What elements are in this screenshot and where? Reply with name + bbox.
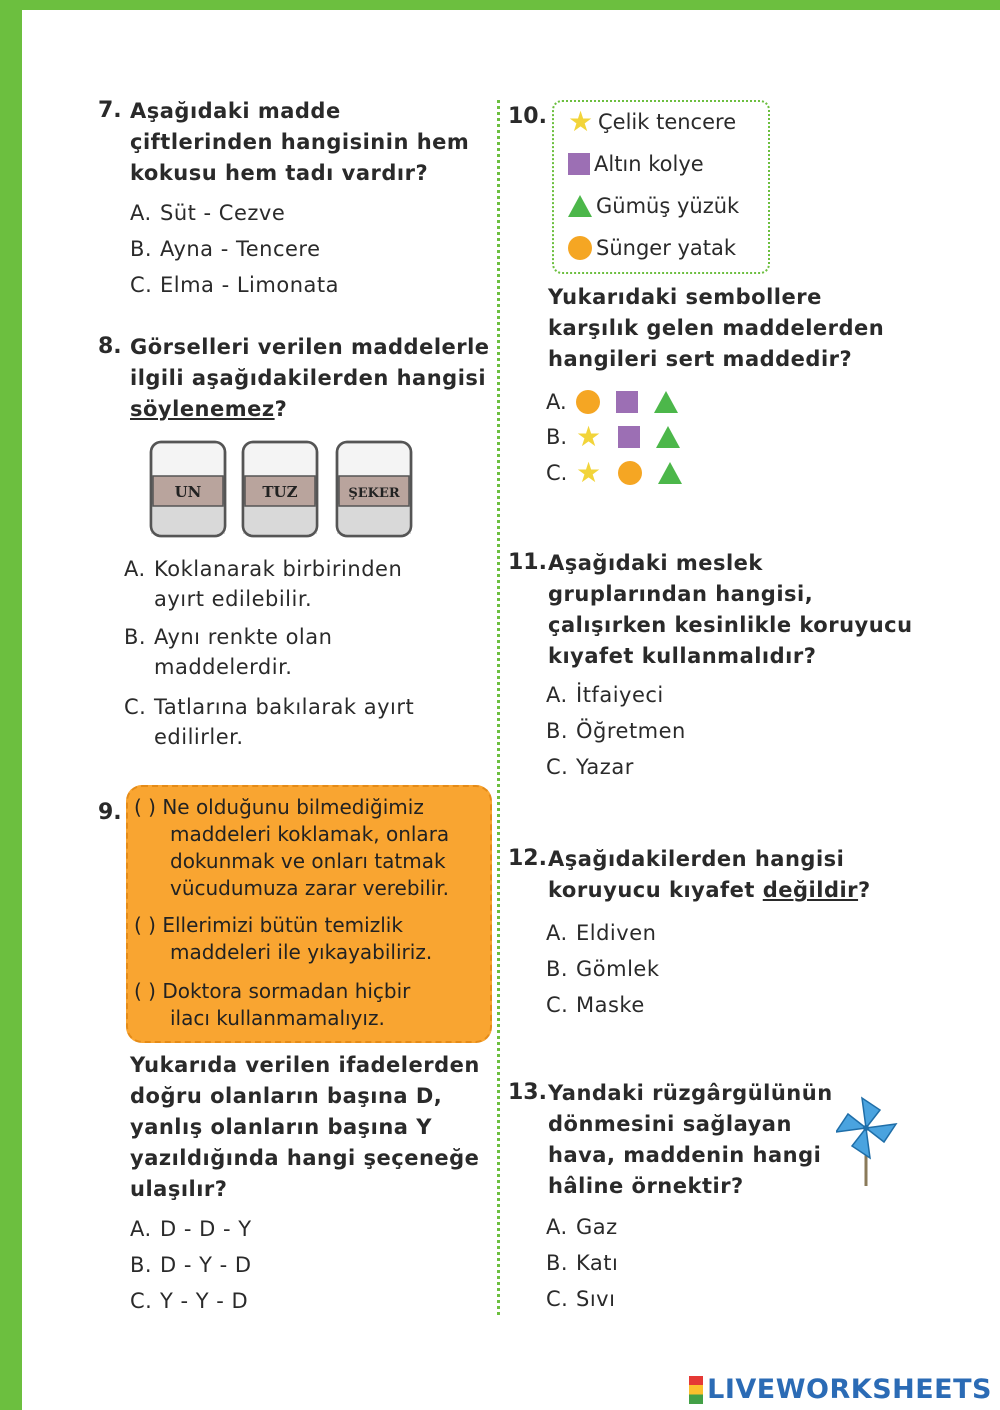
question-line: söylenemez?: [130, 397, 288, 421]
star-icon: ★: [568, 105, 594, 138]
option-c[interactable]: C. Tatlarına bakılarak ayırt edilirler.: [124, 695, 415, 749]
question-line: ilgili aşağıdakilerden hangisi: [130, 366, 487, 390]
question-line: Görselleri verilen maddelerle: [130, 335, 490, 359]
left-green-border: [0, 0, 22, 1410]
question-number: 12.: [508, 846, 547, 871]
square-icon: [568, 153, 590, 175]
option-c[interactable]: C. Elma - Limonata: [130, 273, 339, 297]
jar-label: ŞEKER: [348, 486, 400, 501]
question-text: Yandaki rüzgârgülünün dönmesini sağlayan hava, maddenin hangi hâline örnektir?: [548, 1081, 833, 1198]
question-text: Yukarıda verilen ifadelerden doğru olanların başına D, yanlış olanların başına Y yazıldığında hangi şeçeneğe ulaşılır?: [130, 1053, 480, 1201]
option-c[interactable]: C. Y - Y - D: [130, 1289, 249, 1313]
circle-icon: [576, 390, 600, 414]
triangle-icon: [654, 391, 678, 413]
square-icon: [616, 391, 638, 413]
question-text: Yukarıdaki sembollere karşılık gelen maddelerden hangileri sert maddedir?: [548, 285, 885, 371]
option-a[interactable]: A.: [546, 390, 682, 414]
liveworksheets-logo[interactable]: LIVEWORKSHEETS: [689, 1374, 992, 1405]
jar-label: TUZ: [262, 483, 298, 501]
question-line: kokusu hem tadı vardır?: [130, 161, 429, 185]
option-b[interactable]: B. Katı: [546, 1251, 619, 1275]
option-c[interactable]: C. Sıvı: [546, 1287, 616, 1311]
legend-row: Sünger yatak: [568, 236, 736, 260]
jar-label: UN: [174, 483, 202, 501]
question-number: 10.: [508, 104, 547, 129]
circle-icon: [618, 461, 642, 485]
option-a[interactable]: A. D - D - Y: [130, 1217, 252, 1241]
question-number: 9.: [98, 800, 122, 825]
question-text: Aşağıdakilerden hangisi koruyucu kıyafet değildir?: [548, 847, 871, 902]
jar-tuz: [240, 440, 320, 538]
option-b[interactable]: B. Ayna - Tencere: [130, 237, 321, 261]
option-b[interactable]: B. D - Y - D: [130, 1253, 252, 1277]
option-a[interactable]: A. Koklanarak birbirinden ayırt edilebilir.: [124, 557, 403, 611]
column-divider: [497, 100, 500, 1315]
option-c[interactable]: C. Maske: [546, 993, 645, 1017]
question-line: Aşağıdaki madde: [130, 99, 341, 123]
jar-un: [148, 440, 228, 538]
question-text: [130, 332, 490, 425]
question-number: 13.: [508, 1080, 547, 1105]
option-b[interactable]: B. ★: [546, 425, 684, 449]
star-icon: ★: [576, 456, 602, 489]
legend-row: Altın kolye: [568, 152, 704, 176]
star-icon: ★: [576, 420, 602, 453]
question-line: çiftlerinden hangisinin hem: [130, 130, 470, 154]
top-green-border: [0, 0, 1000, 10]
option-b[interactable]: B. Öğretmen: [546, 719, 686, 743]
jar-seker: [334, 440, 414, 538]
pinwheel-icon: [836, 1092, 902, 1188]
triangle-icon: [658, 462, 682, 484]
legend-row: Gümüş yüzük: [568, 194, 739, 218]
triangle-icon: [656, 426, 680, 448]
option-c[interactable]: C. Yazar: [546, 755, 634, 779]
option-a[interactable]: A. İtfaiyeci: [546, 683, 664, 707]
question-text: Aşağıdaki meslek gruplarından hangisi, çalışırken kesinlikle koruyucu kıyafet kullanmalıdır?: [548, 551, 913, 668]
question-number: 7.: [98, 98, 122, 123]
option-a[interactable]: A. Gaz: [546, 1215, 618, 1239]
legend-row: ★ Çelik tencere: [568, 105, 737, 138]
statement-1[interactable]: ( ) Ne olduğunu bilmediğimiz maddeleri koklamak, onlara dokunmak ve onları tatmak vücudumuza zarar verebilir.: [134, 795, 450, 900]
option-a[interactable]: A. Eldiven: [546, 921, 657, 945]
live-icon: [689, 1376, 703, 1404]
question-text: [130, 96, 469, 189]
option-b[interactable]: B. Aynı renkte olan maddelerdir.: [124, 625, 333, 679]
circle-icon: [568, 236, 592, 260]
option-a[interactable]: A. Süt - Cezve: [130, 201, 286, 225]
statement-2[interactable]: ( ) Ellerimizi bütün temizlik maddeleri ile yıkayabiliriz.: [134, 913, 433, 964]
question-number: 11.: [508, 550, 547, 575]
square-icon: [618, 426, 640, 448]
option-b[interactable]: B. Gömlek: [546, 957, 660, 981]
triangle-icon: [568, 195, 592, 217]
statement-3[interactable]: ( ) Doktora sormadan hiçbir ilacı kullanmamalıyız.: [134, 979, 411, 1030]
option-c[interactable]: C. ★: [546, 461, 686, 485]
question-number: 8.: [98, 334, 122, 359]
